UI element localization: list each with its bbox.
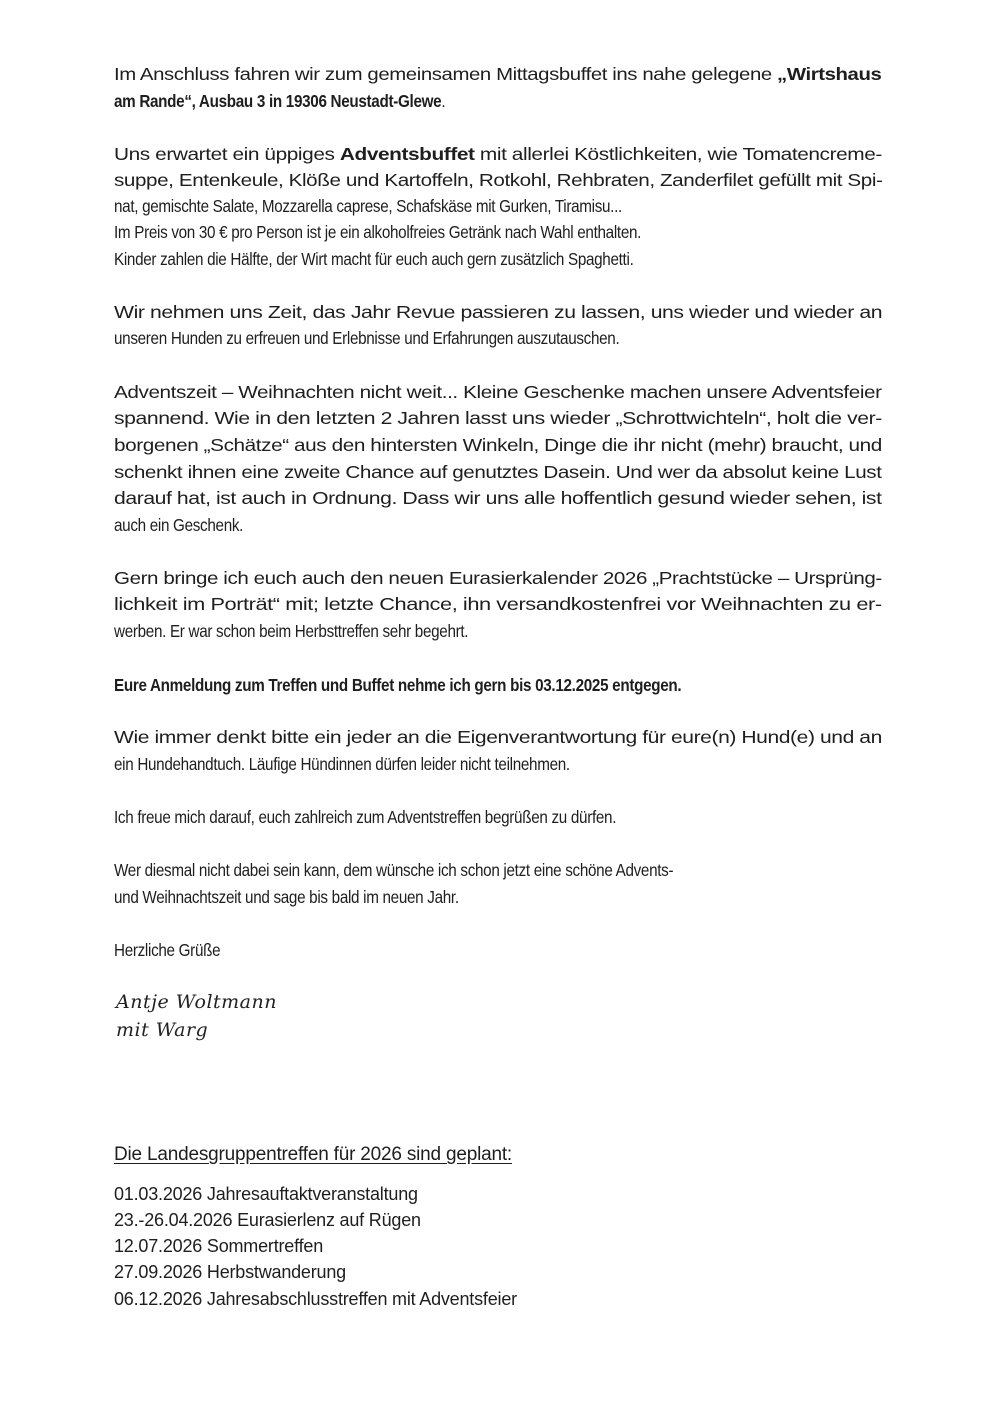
schedule-item: 01.03.2026 Jahresauftaktveranstaltung: [114, 1184, 418, 1204]
paragraph-gifts-line-3: borgenen „Schätze“ aus den hintersten Winkeln, Dinge die ihr nicht (mehr) braucht, und: [114, 435, 882, 455]
closing-greeting: Herzliche Grüße: [114, 940, 221, 960]
text: mit allerlei Köstlichkeiten, wie Tomatencreme-: [474, 144, 882, 164]
text: .: [441, 91, 446, 111]
venue-name: „Wirtshaus: [777, 64, 882, 84]
paragraph-gifts-line-5: darauf hat, ist auch in Ordnung. Dass wir uns alle hoffentlich gesund wieder sehen, ist: [114, 488, 882, 508]
paragraph-responsibility-line-1: Wie immer denkt bitte ein jeder an die Eigenverantwortung für eure(n) Hund(e) und an: [114, 727, 882, 747]
paragraph-review-line-2: unseren Hunden zu erfreuen und Erlebnisse und Erfahrungen auszutauschen.: [114, 328, 620, 348]
paragraph-buffet-line-4: Im Preis von 30 € pro Person ist je ein alkoholfreies Getränk nach Wahl enthalten.: [114, 222, 642, 242]
paragraph-buffet-line-1: [114, 141, 882, 167]
paragraph-buffet-line-3: nat, gemischte Salate, Mozzarella caprese, Schafskäse mit Gurken, Tiramisu...: [114, 196, 622, 216]
paragraph-gifts-line-6: auch ein Geschenk.: [114, 515, 244, 535]
schedule-item: 06.12.2026 Jahresabschlusstreffen mit Adventsfeier: [114, 1289, 517, 1309]
paragraph-welcome: Ich freue mich darauf, euch zahlreich zum Adventstreffen begrüßen zu dürfen.: [114, 807, 617, 827]
paragraph-gifts-line-1: Adventszeit – Weihnachten nicht weit... Kleine Geschenke machen unsere Adventsfeier: [114, 382, 882, 402]
paragraph-gifts-line-4: schenkt ihnen eine zweite Chance auf genutztes Dasein. Und wer da absolut keine Lust: [114, 462, 882, 482]
paragraph-venue-line-2: [114, 88, 445, 114]
paragraph-wishes-line-1: Wer diesmal nicht dabei sein kann, dem wünsche ich schon jetzt eine schöne Advents-: [114, 860, 674, 880]
text: Uns erwartet ein üppiges: [114, 144, 340, 164]
signature-name: Antje Woltmann: [116, 991, 277, 1013]
schedule-title: Die Landesgruppentreffen für 2026 sind geplant:: [114, 1144, 512, 1165]
venue-address: am Rande“, Ausbau 3 in 19306 Neustadt-Glewe: [114, 91, 442, 111]
schedule-item: 27.09.2026 Herbstwanderung: [114, 1262, 346, 1282]
paragraph-buffet-line-2: suppe, Entenkeule, Klöße und Kartoffeln, Rotkohl, Rehbraten, Zanderfilet gefüllt mit Spi-: [114, 170, 883, 190]
paragraph-review-line-1: Wir nehmen uns Zeit, das Jahr Revue passieren zu lassen, uns wieder und wieder an: [114, 302, 883, 322]
signature-dog: mit Warg: [116, 1019, 209, 1041]
paragraph-wishes-line-2: und Weihnachtszeit und sage bis bald im neuen Jahr.: [114, 887, 459, 907]
registration-notice: Eure Anmeldung zum Treffen und Buffet nehme ich gern bis 03.12.2025 entgegen.: [114, 675, 682, 695]
paragraph-gifts-line-2: spannend. Wie in den letzten 2 Jahren lasst uns wieder „Schrottwichteln“, holt die ver-: [114, 408, 882, 428]
paragraph-responsibility-line-2: ein Hundehandtuch. Läufige Hündinnen dürfen leider nicht teilnehmen.: [114, 754, 570, 774]
paragraph-buffet-line-5: Kinder zahlen die Hälfte, der Wirt macht für euch auch gern zusätzlich Spaghetti.: [114, 249, 634, 269]
paragraph-calendar-line-3: werben. Er war schon beim Herbsttreffen sehr begehrt.: [114, 621, 469, 641]
buffet-name: Adventsbuffet: [339, 144, 475, 164]
text: Im Anschluss fahren wir zum gemeinsamen Mittagsbuffet ins nahe gelegene: [114, 64, 778, 84]
schedule-item: 23.-26.04.2026 Eurasierlenz auf Rügen: [114, 1210, 421, 1230]
schedule-item: 12.07.2026 Sommertreffen: [114, 1236, 324, 1256]
paragraph-calendar-line-1: Gern bringe ich euch auch den neuen Eurasierkalender 2026 „Prachtstücke – Ursprüng-: [114, 568, 882, 588]
paragraph-calendar-line-2: lichkeit im Porträt“ mit; letzte Chance, ihn versandkostenfrei vor Weihnachten zu er-: [114, 594, 882, 614]
paragraph-venue-line-1: [114, 61, 881, 87]
